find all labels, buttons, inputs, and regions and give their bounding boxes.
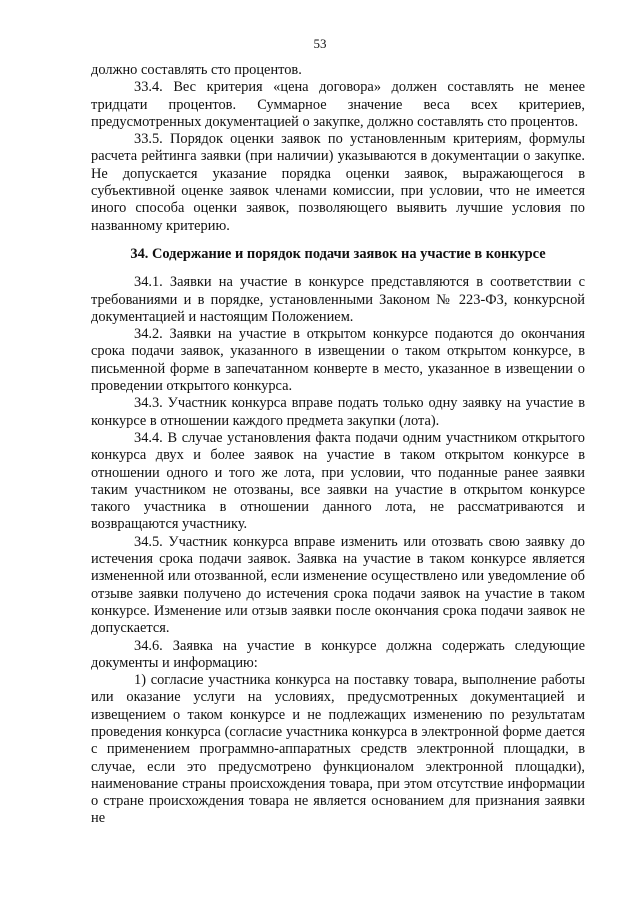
paragraph: 34.2. Заявки на участие в открытом конкурсе подаются до окончания срока подачи заявок, указанного в извещении о таком открытом конкурсе, в письменной форме в запечатанном конверте в место, указанное в извещении о проведении открытого конкурса. — [91, 326, 585, 395]
paragraph: 34.3. Участник конкурса вправе подать только одну заявку на участие в конкурсе в отношении каждого предмета закупки (лота). — [91, 395, 585, 429]
section-heading: 34. Содержание и порядок подачи заявок на участие в конкурсе — [130, 245, 546, 262]
paragraph: 34.6. Заявка на участие в конкурсе должна содержать следующие документы и информацию: — [91, 637, 585, 671]
document-body — [91, 62, 585, 828]
paragraph: 34.5. Участник конкурса вправе изменить или отозвать свою заявку до истечения срока подачи заявок. Заявка на участие в таком конкурсе является измененной или отозванной, если изменение осуществлено или уведомление об отзыве заявки получено до истечения срока подачи заявок на участие в таком конкурсе. Изменение или отзыв заявки после окончания срока подачи заявок не допускается. — [91, 533, 585, 637]
paragraph: 33.5. Порядок оценки заявок по установленным критериям, формулы расчета рейтинга заявки (при наличии) указываются в документации о закупке. Не допускается указание порядка оценки заявок, выражающегося в субъективной оценке заявок членами комиссии, при условии, что не имеется иного способа оценки заявок, позволяющего выявить лучшие условия по названному критерию. — [91, 131, 585, 234]
paragraph: 34.1. Заявки на участие в конкурсе представляются в соответствии с требованиями и в порядке, установленными Законом № 223-ФЗ, конкурсной документацией и настоящим Положением. — [91, 274, 585, 325]
paragraph: должно составлять сто процентов. — [91, 62, 302, 78]
spacer — [91, 235, 585, 246]
page-number: 53 — [313, 36, 327, 51]
paragraph: 34.4. В случае установления факта подачи одним участником открытого конкурса двух и более заявок на участие в таком открытом конкурсе в отношении одного и того же лота, при условии, что поданные ранее заявки таким участником не отозваны, все заявки на участие в открытом конкурсе такого участника в отношении данного лота, не рассматриваются и возвращаются участнику. — [91, 429, 585, 533]
spacer — [91, 263, 585, 274]
paragraph: 1) согласие участника конкурса на поставку товара, выполнение работы или оказание услуги на условиях, предусмотренных документацией и извещением о таком конкурсе и не подлежащих изменению по результатам проведения конкурса (согласие участника конкурса в электронной форме дается с применением программно-аппаратных средств электронной площадки, в случае, если это предусмотрено функционалом электронной площадки), наименование страны происхождения товара, при этом отсутствие информации о стране происхождения товара не является основанием для признания заявки не — [91, 672, 585, 827]
top-paragraphs — [91, 62, 585, 235]
paragraph: 33.4. Вес критерия «цена договора» должен составлять не менее тридцати процентов. Суммарное значение веса всех критериев, предусмотренных документацией о закупке, должно составлять сто процентов. — [91, 79, 585, 130]
bottom-paragraphs — [91, 274, 585, 828]
